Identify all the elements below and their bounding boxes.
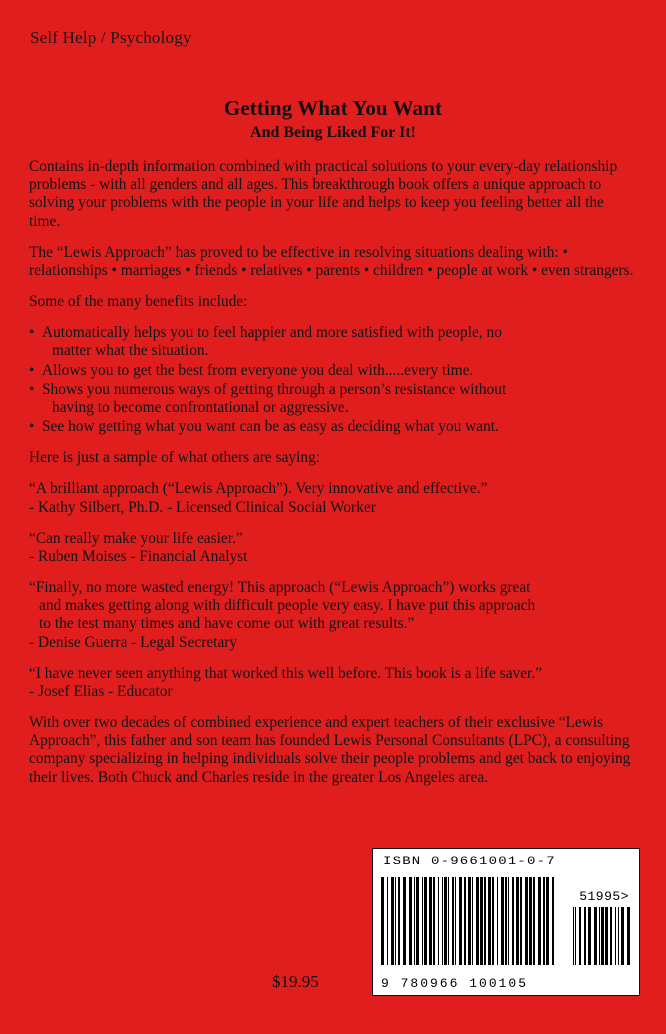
list-item (29, 362, 637, 380)
benefit-line-1: Automatically helps you to feel happier and more satisfied with people, no (42, 324, 502, 342)
barcode-bars-main (381, 877, 557, 965)
testimonial-attribution: - Ruben Moises - Financial Analyst (29, 547, 248, 565)
testimonial (29, 480, 637, 516)
price-label: $19.95 (272, 972, 319, 991)
approach-paragraph: The “Lewis Approach” has proved to be effective in resolving situations dealing with: • relationships • marriages • friends • relatives • parents • children • people at work • even strangers. (29, 243, 634, 279)
benefits-list (29, 324, 637, 436)
barcode-block (372, 848, 640, 996)
benefit-line-1: See how getting what you want can be as easy as deciding what you want. (42, 418, 499, 436)
testimonial-attribution: - Denise Guerra - Legal Secretary (29, 633, 238, 651)
book-subtitle: And Being Liked For It! (250, 124, 416, 141)
back-cover-copy (29, 158, 637, 800)
testimonial-quote-cont-1: and makes getting along with difficult people very easy. I have put this approach (39, 597, 536, 615)
isbn-text: ISBN 0-9661001-0-7 (383, 855, 556, 869)
testimonial-attribution: - Josef Elias - Educator (29, 682, 173, 700)
testimonial-quote-cont-2: to the test many times and have come out with great results.” (39, 615, 415, 633)
testimonial-quote: “A brilliant approach (“Lewis Approach”). Very innovative and effective.” (29, 480, 488, 498)
testimonial (29, 579, 637, 652)
list-item (29, 418, 637, 436)
title-block (0, 96, 666, 142)
testimonials-lead: Here is just a sample of what others are saying: (29, 449, 321, 467)
testimonial (29, 530, 637, 566)
testimonial (29, 665, 637, 701)
benefit-line-1: Shows you numerous ways of getting through a person’s resistance without (42, 380, 507, 398)
intro-paragraph: Contains in-depth information combined with practical solutions to your every-day relationship problems - with all genders and all ages. This breakthrough book offers a unique approach to solving your problems with the people in your life and helps to keep you feeling better all the time. (29, 158, 618, 230)
benefit-line-2: matter what the situation. (52, 342, 209, 360)
book-title: Getting What You Want (223, 96, 443, 120)
testimonial-attribution: - Kathy Silbert, Ph.D. - Licensed Clinical Social Worker (29, 498, 376, 516)
barcode-ean-digits: 9 780966 100105 (381, 976, 529, 991)
barcode-bars-addon (573, 907, 631, 965)
list-item (29, 324, 637, 360)
list-item (29, 381, 637, 417)
testimonial-quote: “Can really make your life easier.” (29, 529, 243, 547)
benefit-line-2: having to become confrontational or aggressive. (52, 398, 349, 416)
barcode-addon-digits: 51995> (579, 889, 629, 904)
benefits-lead: Some of the many benefits include: (29, 293, 248, 311)
benefit-line-1: Allows you to get the best from everyone you deal with.....every time. (42, 361, 474, 379)
testimonial-quote: “I have never seen anything that worked this well before. This book is a life saver.” (29, 664, 543, 682)
testimonial-quote: “Finally, no more wasted energy! This approach (“Lewis Approach”) works great (29, 579, 531, 597)
about-authors-paragraph: With over two decades of combined experience and expert teachers of their exclusive “Lewis Approach”, this father and son team has founded Lewis Personal Consultants (LPC), a consulting company specializing in helping individuals solve their people problems and get back to enjoying their lives. Both Chuck and Charles reside in the greater Los Angeles area. (29, 714, 631, 786)
category-label: Self Help / Psychology (30, 28, 192, 47)
